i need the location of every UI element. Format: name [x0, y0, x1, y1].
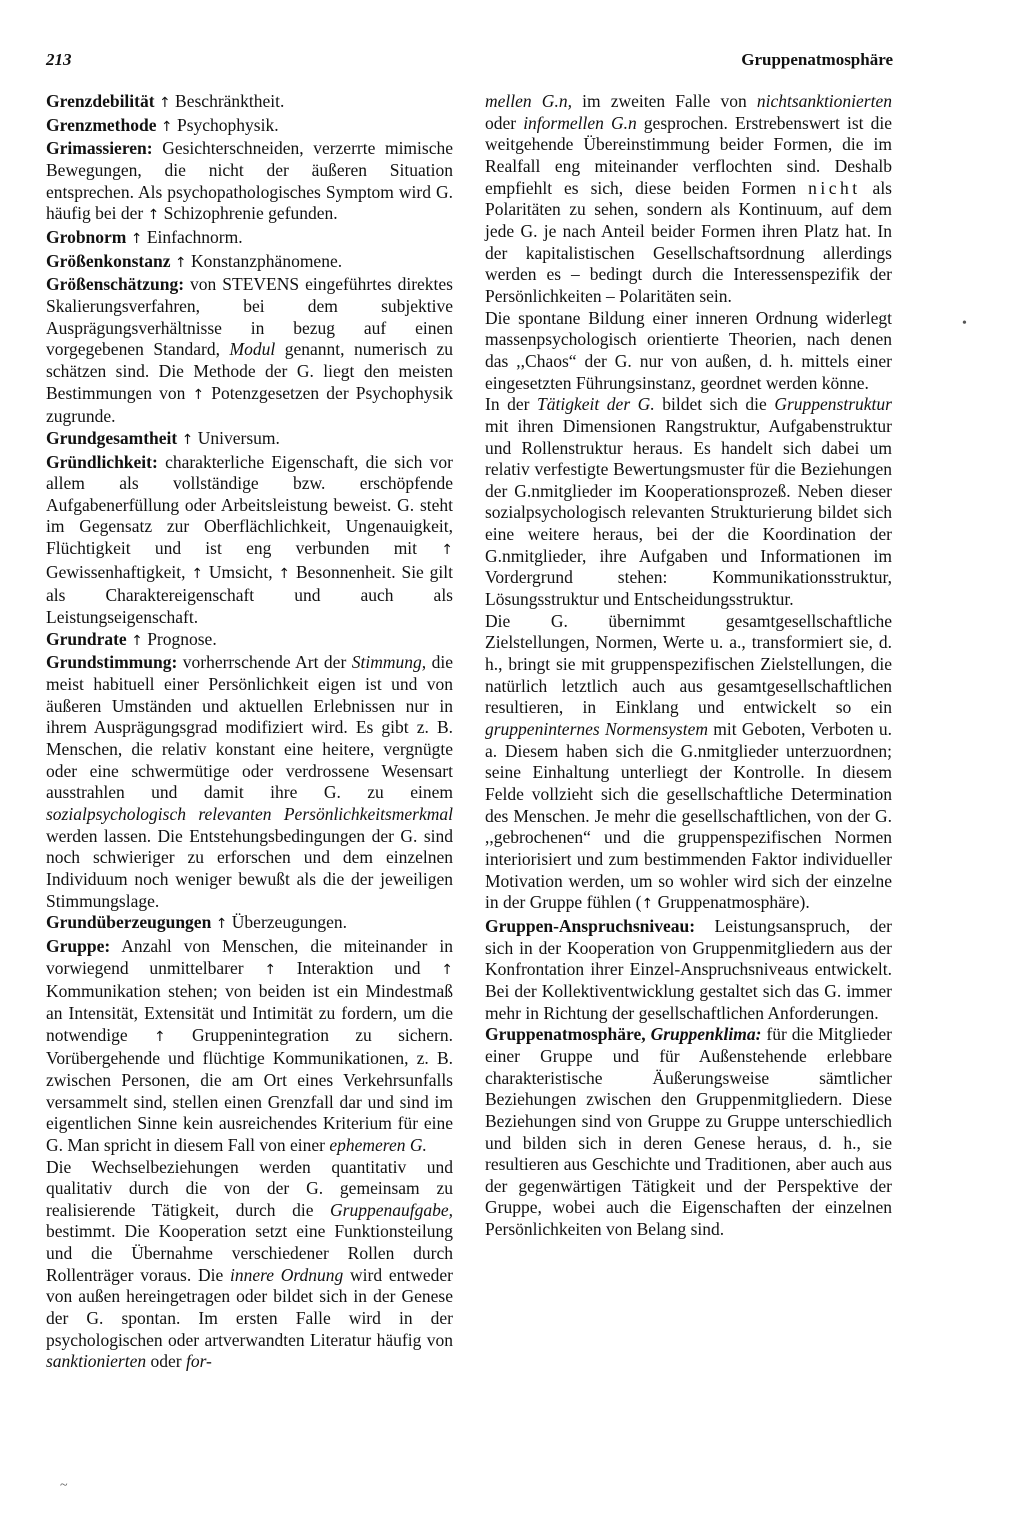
right-column — [485, 91, 892, 1241]
entry-text: mit Geboten, Verboten u. a. Diesem haben sich die G.nmitglieder unterzuordnen; seine Einhaltung unterliegt der Kontrolle. In diesem Felde vollzieht sich die gesellschaftliche Determination des Menschen. Je mehr die gesellschaftlichen, von der G. ,,gebrochenen“ und die gruppenspezifischen Normen interiorisiert und zum bestimmenden Faktor individueller Motivation werden, um so wohler wird sich der einzelne in der Gruppe fühlen ( — [485, 719, 892, 913]
dictionary-paragraph — [46, 912, 453, 936]
entry-term: Grundüberzeugungen — [46, 912, 212, 933]
entry-text: als Polaritäten zu sehen, sondern als Kontinuum, auf dem jede G. je nach Anteil beider Formen ihren Platz hat. In der kapitalistischen Gesellschaftsordnung allerdings werden es – bedingt durch die Interessenspezifik der Persönlichkeiten – Polaritäten sein. — [485, 177, 892, 306]
entry-text: Leistungsanspruch, der sich in der Kooperation von Gruppenmitgliedern aus der Konfrontation ihrer Einzel-Anspruchsniveaus entwickelt. Bei der Kollektiventwicklung gestaltet sich das G. immer mehr in Richtung der gesellschaftlichen Anforderungen. — [485, 915, 892, 1023]
dictionary-paragraph — [485, 394, 892, 611]
entry-text: charakterliche Eigenschaft, die sich vor allem als vollständige bzw. erschöpfende Aufgabenerfüllung oder Arbeitsleistung beweist. G. steht im Gegensatz zur Oberflächlichkeit, Ungenauigkeit, Flüchtigkeit und ist eng verbunden mit — [46, 451, 453, 559]
entry-text: Gewissenhaftigkeit, — [46, 561, 192, 582]
entry-text: Modul — [229, 339, 276, 360]
scan-dot-mark: • — [962, 316, 967, 331]
entry-text: werden lassen. Die Entstehungsbedingungen der G. sind noch schwieriger zu erforschen und dem einzelnen Individuum noch weniger bewußt als die der jeweiligen Stimmungslage. — [46, 825, 453, 911]
entry-term: Gruppe: — [46, 935, 111, 956]
entry-text: Gesichterschneiden, verzerrte mimische Bewegungen, die nicht der äußeren Situation entsprechen. Als psychopathologisches Symptom wird G. häufig bei der — [46, 138, 453, 224]
entry-text: Gruppenatmosphäre). — [653, 892, 810, 913]
entry-text: sozialpsychologisch relevanten Persönlichkeitsmerkmal — [46, 804, 453, 824]
cross-reference-arrow-icon: ↑ — [158, 95, 171, 111]
entry-text: Die G. übernimmt gesamtgesellschaftliche Zielstellungen, Normen, Werte u. a., transformiert sie, d. h., bringt sie mit gruppenspezifischen Zielstellungen, die natürlich letztlich auch aus gesamtgesellschaftlichen resultieren, in Einklang und entwickelt so ein — [485, 610, 892, 718]
cross-reference-arrow-icon: ↑ — [441, 542, 453, 559]
entry-text: In der — [485, 394, 538, 415]
entry-term: Gründlichkeit: — [46, 451, 158, 472]
dictionary-paragraph — [46, 1157, 453, 1374]
entry-text: von STEVENS eingeführtes direktes Skalierungsverfahren, bei dem subjektive Ausprägungsverhältnisse in bezug auf einen vorgegebenen Standard, — [46, 274, 453, 360]
entry-text: Überzeugungen. — [227, 912, 347, 933]
entry-term: Gruppen-Anspruchsniveau: — [485, 915, 696, 936]
dictionary-paragraph — [46, 428, 453, 452]
entry-term: Grundrate — [46, 628, 127, 649]
dictionary-paragraph — [485, 916, 892, 1024]
entry-text: informellen G.n — [523, 112, 637, 133]
entry-term: Grenzdebilität — [46, 91, 155, 111]
entry-text: Konstanzphänomene. — [186, 250, 343, 271]
entry-text: nicht — [808, 177, 861, 198]
cross-reference-arrow-icon: ↑ — [264, 961, 277, 978]
cross-reference-arrow-icon: ↑ — [160, 118, 173, 135]
dictionary-paragraph — [46, 91, 453, 115]
page-number: 213 — [46, 50, 72, 69]
dictionary-paragraph — [485, 611, 892, 916]
entry-text: vorherrschende Art der — [177, 652, 352, 673]
cross-reference-arrow-icon: ↑ — [278, 565, 291, 582]
entry-text: mellen G.n, — [485, 91, 572, 111]
cross-reference-arrow-icon: ↑ — [174, 254, 187, 271]
entry-text: Tätigkeit der G. — [537, 394, 655, 415]
entry-text: for- — [185, 1351, 212, 1372]
left-column — [46, 91, 453, 1373]
cross-reference-arrow-icon: ↑ — [191, 565, 204, 582]
entry-text: sanktionierten — [46, 1351, 147, 1372]
cross-reference-arrow-icon: ↑ — [130, 230, 143, 247]
entry-text: bildet sich die — [654, 394, 775, 415]
entry-term: Gruppenatmosphäre, — [485, 1024, 646, 1045]
dictionary-paragraph — [485, 308, 892, 395]
entry-text: nichtsanktionierten — [756, 91, 892, 111]
entry-term: Grimassieren: — [46, 138, 153, 159]
entry-text: Universum. — [193, 427, 280, 448]
entry-term: Grenzmethode — [46, 114, 157, 135]
entry-text: oder — [146, 1351, 186, 1372]
dictionary-paragraph — [46, 629, 453, 653]
entry-text: mit ihren Dimensionen Rangstruktur, Aufgabenstruktur und Rollenstruktur heraus. Es handelt sich dabei um relativ verfestigte Bewertungsmuster für die Beziehungen der G.nmitglieder im Kooperationsprozeß. Neben dieser sozialpsychologisch relevanten Strukturierung bildet sich eine weitere heraus, bei der die Koordination der G.nmitglieder, ihre Aufgaben und Informationen im Vordergrund stehen: Kommunikationsstruktur, Lösungsstruktur und Entscheidungsstruktur. — [485, 415, 892, 610]
entry-term: Größenkonstanz — [46, 250, 171, 271]
dictionary-paragraph — [485, 1024, 892, 1241]
entry-text: Kommunikation stehen; von beiden ist ein Mindestmaß an Intensität, Extensität und Intimität zu fordern, um die notwendige — [46, 981, 453, 1045]
dictionary-paragraph — [46, 227, 453, 251]
entry-text: genannt, numerisch zu schätzen sind. Die Methode der G. liegt den meisten Bestimmungen von — [46, 339, 454, 403]
entry-text: Besonnenheit. Sie gilt als Charaktereigenschaft und auch als Leistungseigenschaft. — [46, 561, 453, 628]
entry-text: innere Ordnung — [229, 1264, 344, 1285]
cross-reference-arrow-icon: ↑ — [192, 386, 205, 403]
entry-text: im zweiten Falle von — [571, 91, 757, 111]
cross-reference-arrow-icon: ↑ — [215, 916, 228, 933]
entry-text: Einfachnorm. — [142, 226, 243, 247]
entry-text: Gruppenintegration zu sichern. Vorübergehende und flüchtige Kommunikationen, z. B. zwischen Personen, die am Ort eines Verkehrsunfalls versammelt sind, stellen einen Grenzfall dar und sind im eigentlichen Sinne kein ausreichendes Kriterium für eine G. Man spricht in diesem Fall von einer — [46, 1024, 453, 1155]
entry-term: Grundgesamtheit — [46, 427, 178, 448]
dictionary-paragraph — [46, 452, 453, 629]
entry-text: Anzahl von Menschen, die miteinander in vorwiegend unmittelbarer — [46, 935, 453, 978]
entry-text: Gruppenaufgabe, — [330, 1199, 453, 1220]
entry-text: gruppeninternes Normensystem — [485, 719, 709, 740]
cross-reference-arrow-icon: ↑ — [147, 207, 160, 224]
cross-reference-arrow-icon: ↑ — [153, 1028, 166, 1045]
entry-text: Die Wechselbeziehungen werden quantitativ und qualitativ durch die von der G. gemeinsam zu realisierende Tätigkeit, durch die — [46, 1156, 453, 1220]
entry-text: Interaktion und — [276, 957, 442, 978]
dictionary-paragraph — [46, 251, 453, 275]
cross-reference-arrow-icon: ↑ — [641, 896, 654, 913]
dictionary-paragraph — [46, 936, 453, 1157]
cross-reference-arrow-icon: ↑ — [131, 632, 143, 649]
entry-text: die meist habituell einer Persönlichkeit eigen ist und von äußeren Umständen und aktuellen Erlebnissen nur in ihrem Ausprägungsgrad modifiziert wird. Es gibt z. B. Menschen, die relativ konstant eine heitere, vergnügte oder eine schwermütige oder verdrossene Wesensart ausstrahlen und damit ihre G. zu einem — [46, 652, 453, 803]
entry-text: Psychophysik. — [172, 114, 279, 135]
entry-text: für die Mitglieder einer Gruppe und für Außenstehende erlebbare charakteristische Äußerungsweise sämtlicher Beziehungen zwischen den Gruppenmitgliedern. Diese Beziehungen sind von Gruppe zu Gruppe unterschiedlich und bilden sich in deren Genese heraus, d. h., sie resultieren aus Geschichte und Traditionen, aber auch aus der gegenwärtigen Tätigkeit und der Perspektive der Gruppe, wobei auch die Eigenschaften der einzelnen Persönlichkeiten von Belang sind. — [485, 1024, 892, 1240]
scan-corner-mark: ~ — [60, 1478, 68, 1493]
dictionary-paragraph — [46, 274, 453, 428]
dictionary-paragraph — [485, 91, 892, 308]
entry-term: Größenschätzung: — [46, 274, 185, 295]
dictionary-paragraph — [46, 115, 453, 139]
entry-text: Prognose. — [142, 628, 217, 649]
entry-text: Schizophrenie gefunden. — [159, 203, 338, 224]
entry-text: ephemeren G. — [329, 1134, 427, 1155]
entry-term: Grobnorm — [46, 226, 127, 247]
dictionary-paragraph — [46, 652, 453, 912]
entry-text: Stimmung, — [351, 652, 427, 673]
cross-reference-arrow-icon: ↑ — [181, 431, 194, 448]
entry-text: oder — [485, 112, 524, 133]
entry-term: Grundstimmung: — [46, 652, 178, 673]
running-head: Gruppenatmosphäre — [741, 50, 893, 69]
entry-text: gesprochen. Erstrebenswert ist die weitgehende Übereinstimmung beider Formen, die im Realfall eng miteinander verflochten sind. Deshalb empfiehlt es sich, diese beiden Formen — [485, 112, 892, 198]
dictionary-paragraph — [46, 138, 453, 227]
entry-text: wird entweder von außen hereingetragen oder bildet sich in der Genese der G. spontan. Im ersten Falle wird in der psychologischen oder artverwandten Literatur häufig von — [46, 1264, 453, 1350]
entry-text: Potenzgesetzen der Psychophysik zugrunde. — [46, 382, 453, 427]
entry-text: Gruppenstruktur — [774, 394, 892, 415]
entry-term: Gruppenklima: — [650, 1024, 762, 1045]
entry-text: Umsicht, — [203, 561, 279, 582]
entry-text: Beschränktheit. — [170, 91, 285, 111]
entry-text: Die spontane Bildung einer inneren Ordnung widerlegt massenpsychologisch orientierte Theorien, nach denen das ,,Chaos“ der G. nur von außen, d. h. mittels einer eingesetzten Führungsinstanz, geordnet werden könne. — [485, 307, 892, 393]
entry-text: bestimmt. Die Kooperation setzt eine Funktionsteilung und die Übernahme verschiedener Rollen durch Rollenträger voraus. Die — [46, 1221, 453, 1285]
cross-reference-arrow-icon: ↑ — [441, 961, 453, 978]
